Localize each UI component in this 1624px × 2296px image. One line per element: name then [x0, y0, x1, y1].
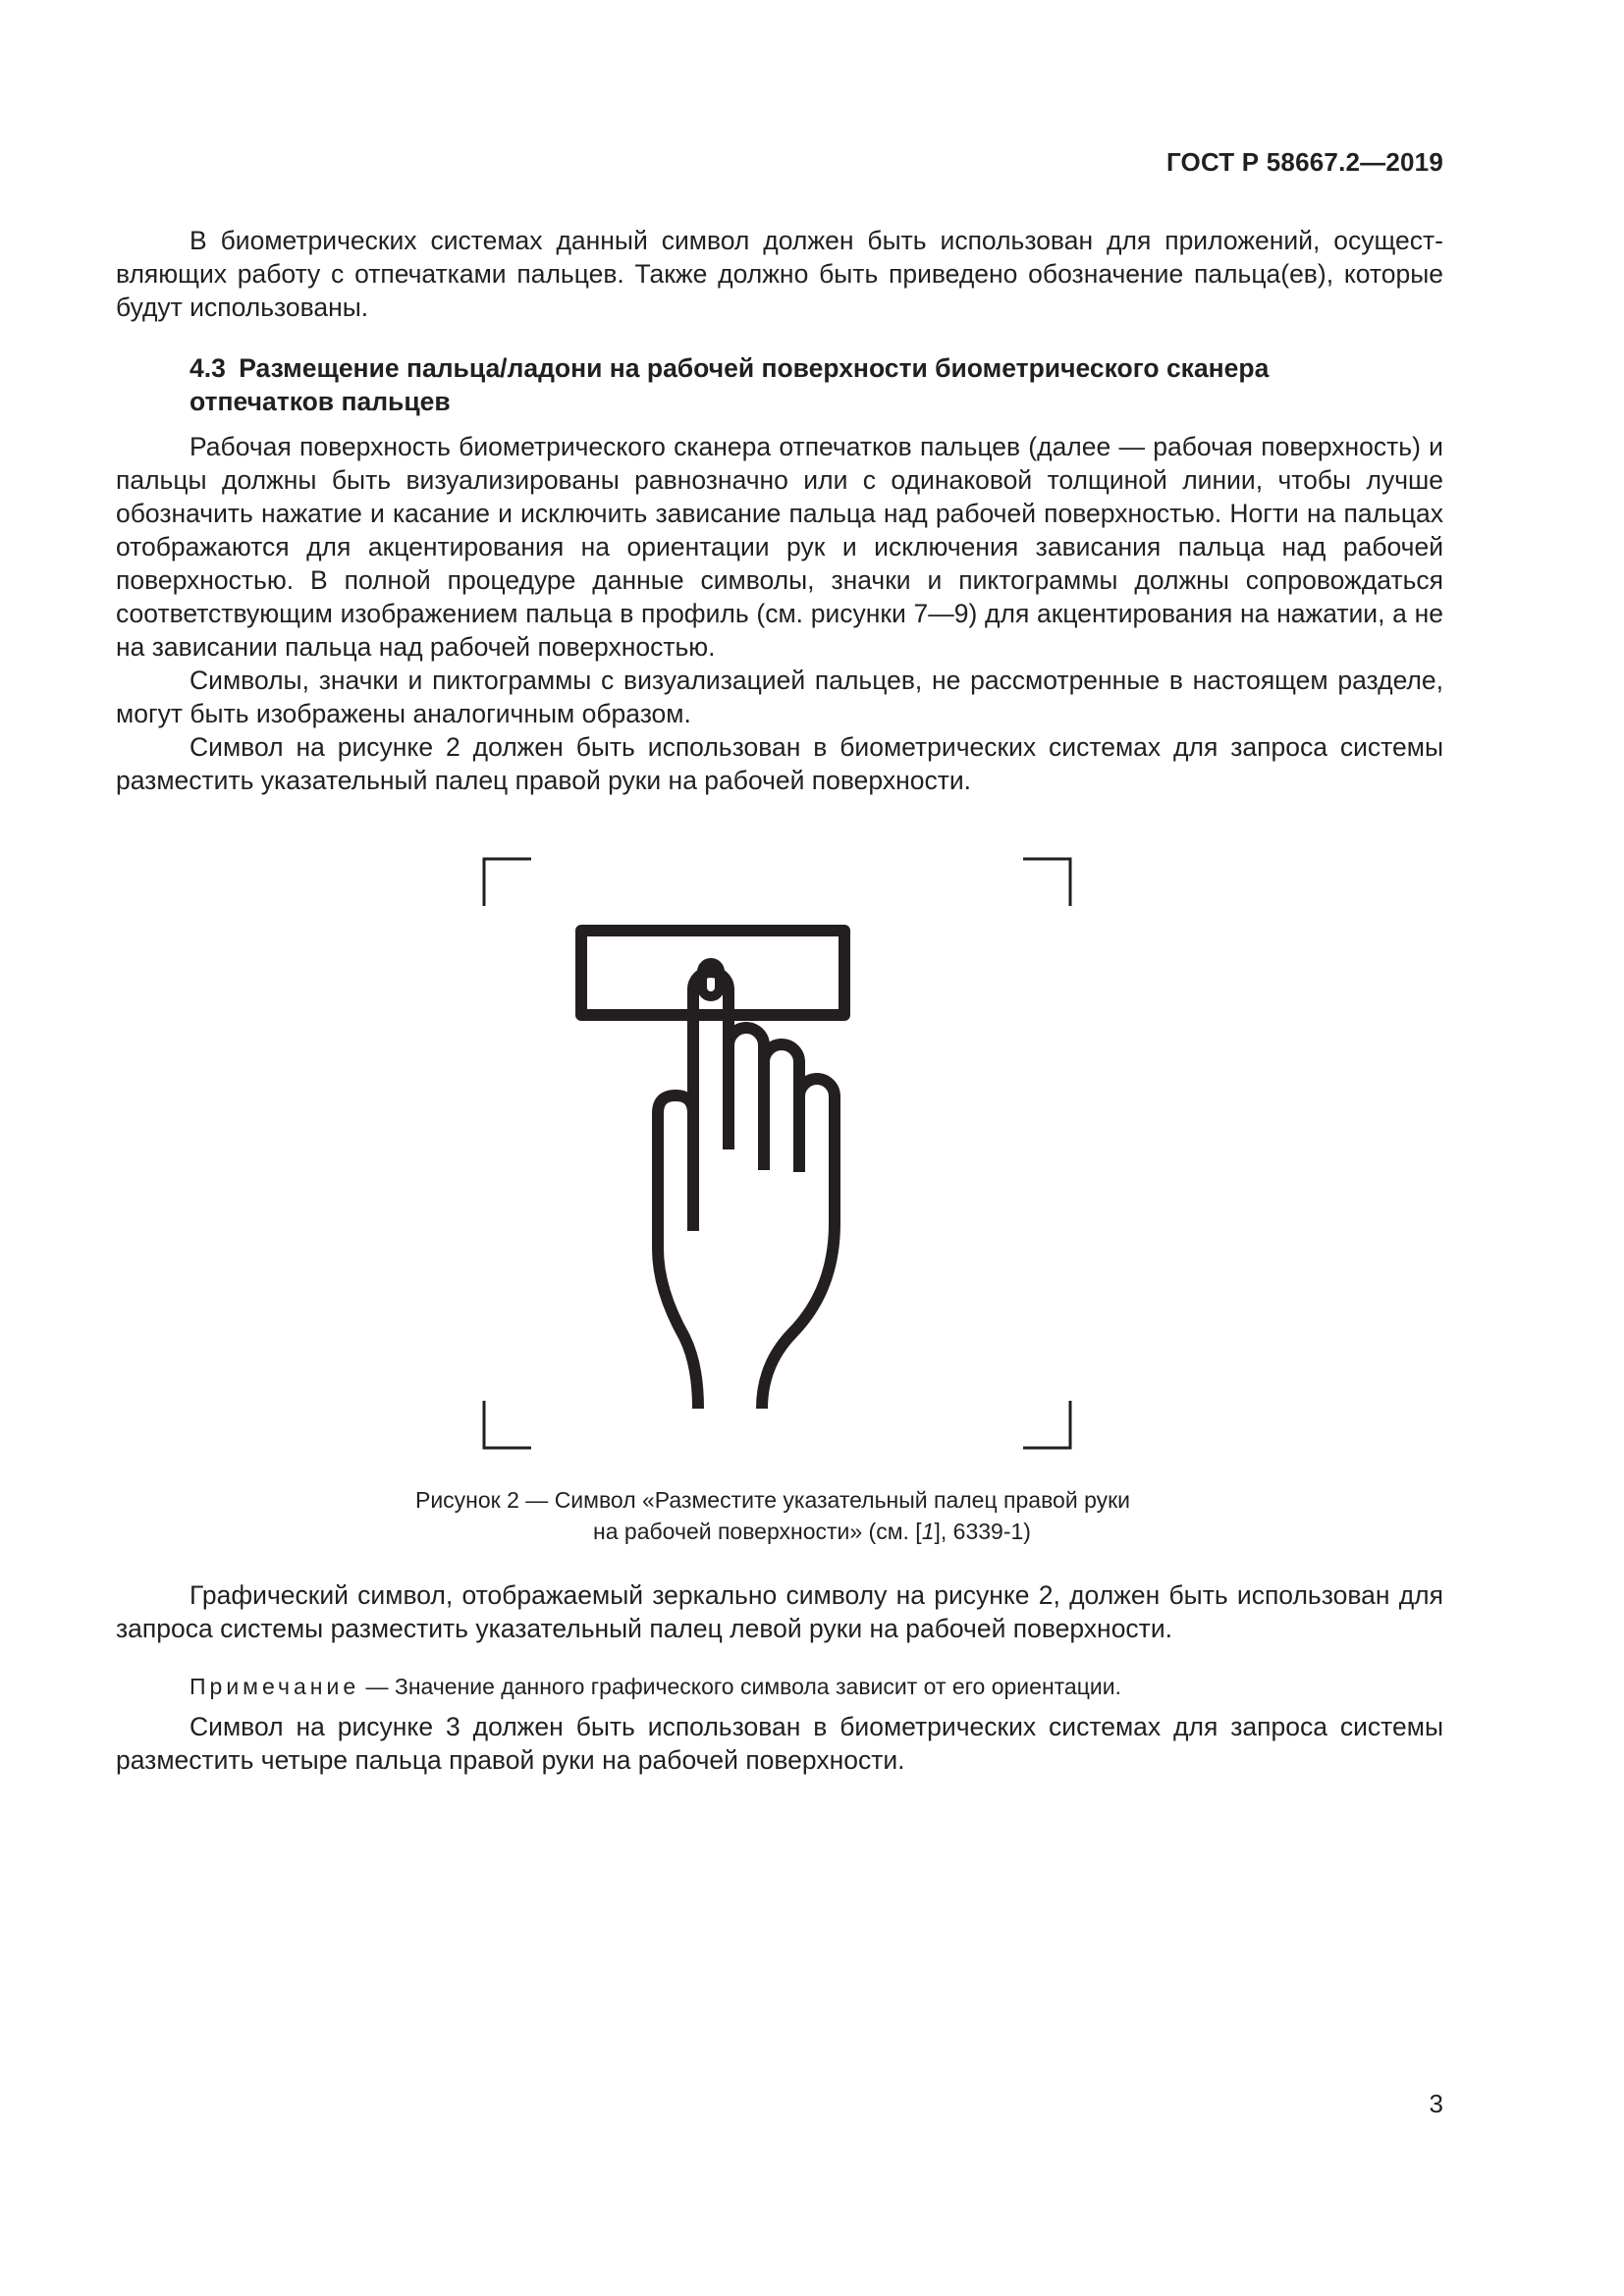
paragraph: Рабочая поверхность биометрического сканера отпечатков пальцев (далее — рабочая поверхность) и пальцы должны быть визуализированы равнозначно или с одинаковой толщиной линии, чтобы лучше обозначить нажатие и касание и исключить зависание пальца над рабочей поверхностью. Ногти на пальцах отображаются для акцентирования на ориентации рук и исключения зависания пальца над рабочей поверхностью. В полной процедуре данные символы, значки и пиктограммы должны сопровождаться соответствующим изображением пальца в профиль (см. рисунки 7—9) для акцентирования на нажатии, а не на зависании пальца над рабочей поверхностью.: [116, 432, 1443, 662]
section-body: [116, 430, 1443, 797]
crop-mark-top-left: [484, 859, 531, 906]
caption-text: на рабочей поверхности» (см. [: [593, 1519, 922, 1544]
caption-text: ], 6339-1): [934, 1519, 1031, 1544]
crop-mark-bottom-left: [484, 1401, 531, 1448]
crop-mark-bottom-right: [1023, 1401, 1070, 1448]
hand-outline-shape: [658, 972, 835, 1409]
note-label: Примечание: [189, 1674, 360, 1699]
figure-caption: [0, 1484, 1624, 1547]
crop-mark-top-right: [1023, 859, 1070, 906]
caption-line-1: Рисунок 2 — Символ «Разместите указательный палец правой руки: [414, 1487, 1131, 1513]
section-title: Размещение пальца/ладони на рабочей поверхности биометрического сканера отпечатков пальцев: [189, 353, 1270, 416]
paragraph: Символ на рисунке 2 должен быть использован в биометрических системах для запроса системы разместить указательный палец правой руки на рабочей поверхности.: [116, 732, 1443, 795]
document-id-header: ГОСТ Р 58667.2—2019: [1165, 147, 1443, 177]
intro-text: [116, 224, 1443, 324]
page-number: 3: [1429, 2089, 1443, 2118]
note-text: — Значение данного графического символа зависит от его ориентации.: [359, 1674, 1121, 1699]
icon-artwork: [581, 931, 844, 1409]
hand-index-finger-on-scanner-icon: [481, 854, 1075, 1453]
note: [189, 1671, 1446, 1702]
paragraph: Графический символ, отображаемый зеркально символу на рисунке 2, должен быть использован для запроса системы разместить указательный палец левой руки на рабочей поверхности.: [116, 1580, 1443, 1643]
paragraph: В биометрических системах данный символ должен быть использован для приложений, осуществляющих работу с отпечатками пальцев. Также должно быть приведено обозначение пальца(ев), которые будут использованы.: [116, 226, 1443, 322]
caption-reference: 1: [921, 1519, 935, 1544]
after-figure-text: [116, 1578, 1443, 1645]
section-number: 4.3: [189, 353, 226, 383]
paragraph: Символы, значки и пиктограммы с визуализацией пальцев, не рассмотренные в настоящем разделе, могут быть изображены аналогичным образом.: [116, 666, 1443, 728]
section-heading: [189, 351, 1368, 418]
paragraph: Символ на рисунке 3 должен быть использован в биометрических системах для запроса системы разместить четыре пальца правой руки на рабочей поверхности.: [116, 1712, 1443, 1775]
caption-line-2: [0, 1516, 1624, 1547]
closing-text: [116, 1710, 1443, 1777]
figure-2: [481, 854, 1075, 1453]
